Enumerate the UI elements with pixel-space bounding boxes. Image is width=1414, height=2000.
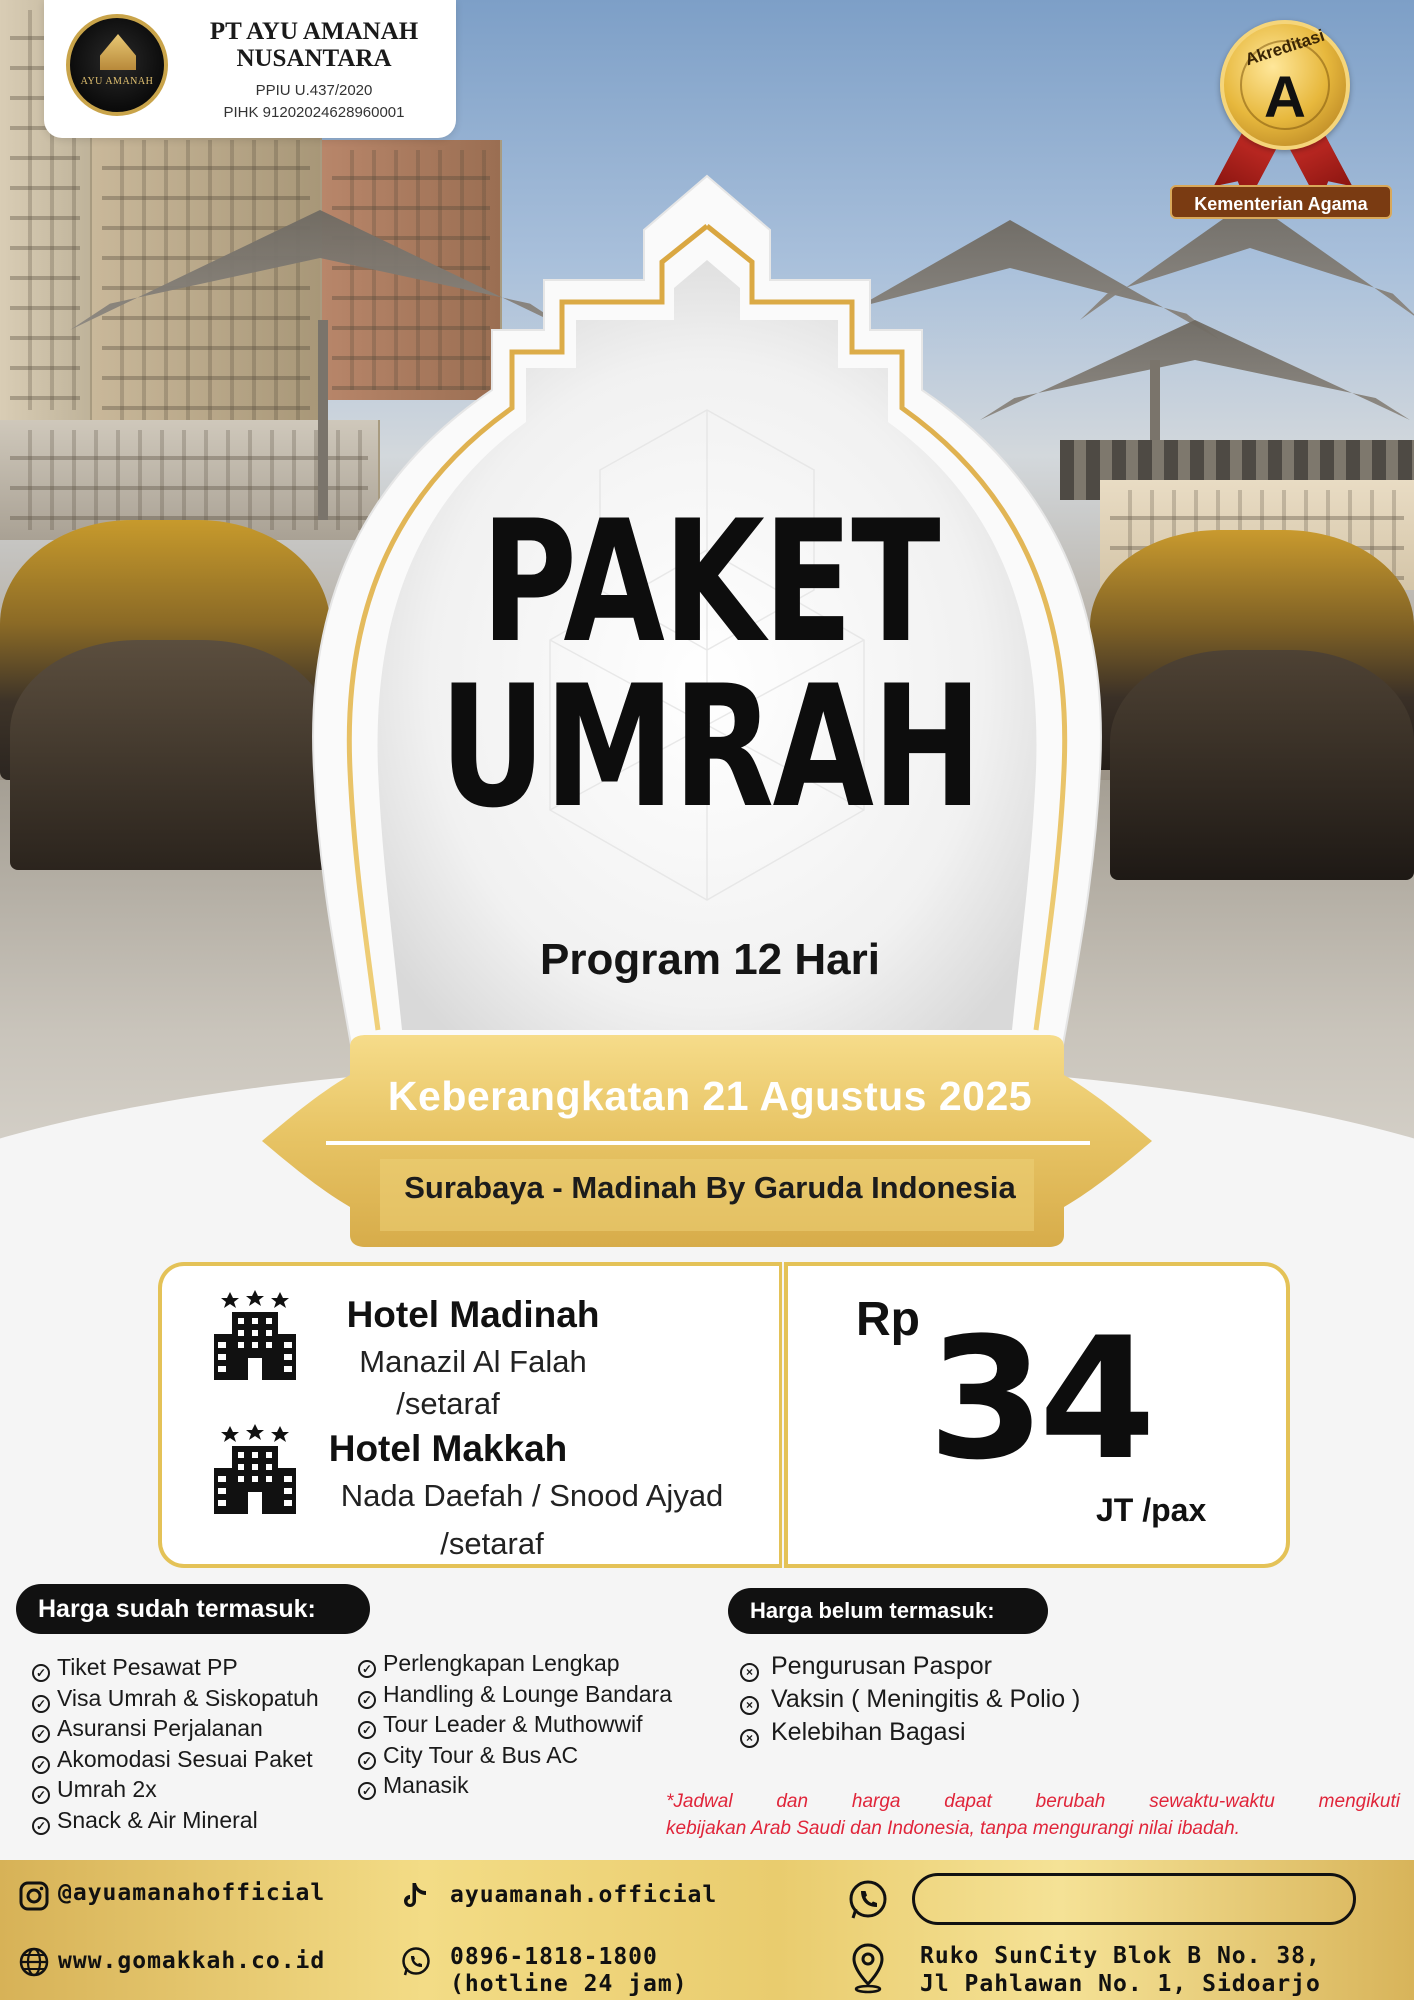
phone-note: (hotline 24 jam) <box>450 1971 688 1997</box>
check-circle-icon: ✓ <box>32 1786 50 1804</box>
company-name-line2: NUSANTARA <box>236 45 392 72</box>
address-line1: Ruko SunCity Blok B No. 38, <box>920 1943 1321 1969</box>
company-name-line1: PT AYU AMANAH <box>209 18 419 45</box>
price-box <box>784 1262 1290 1568</box>
included-item-text: Handling & Lounge Bandara <box>383 1680 673 1707</box>
main-title <box>437 484 983 845</box>
excluded-item <box>740 1716 1080 1749</box>
excluded-item <box>740 1650 1080 1683</box>
included-item <box>32 1744 319 1775</box>
excluded-label: Harga belum termasuk: <box>728 1588 1048 1634</box>
whatsapp-icon <box>846 1878 890 1922</box>
included-item <box>32 1774 319 1805</box>
location-pin-icon <box>850 1942 886 1994</box>
departure-date: Keberangkatan 21 Agustus 2025 <box>387 1073 1033 1119</box>
check-circle-icon: ✓ <box>32 1756 50 1774</box>
accreditation-grade: A <box>1264 65 1306 130</box>
check-circle-icon: ✓ <box>32 1695 50 1713</box>
banner-divider <box>326 1141 1090 1145</box>
excluded-item-text: Vaksin ( Meningitis & Polio ) <box>771 1685 1081 1713</box>
hotel-building-icon <box>212 1288 298 1382</box>
included-item <box>358 1709 672 1740</box>
hotel-madinah-name: Manazil Al Falah <box>359 1344 587 1379</box>
logo-text: AYU AMANAH <box>80 76 154 87</box>
included-list-col1 <box>32 1652 319 1835</box>
website-link[interactable]: www.gomakkah.co.id <box>58 1948 326 1974</box>
included-item <box>32 1683 319 1714</box>
disclaimer <box>666 1788 1400 1842</box>
x-circle-icon: × <box>740 1663 759 1682</box>
whatsapp-icon <box>400 1946 432 1978</box>
phone-link[interactable] <box>450 1944 688 1998</box>
excluded-item-text: Pengurusan Paspor <box>771 1652 992 1680</box>
check-circle-icon: ✓ <box>358 1752 376 1770</box>
included-item <box>358 1648 672 1679</box>
globe-icon <box>18 1946 50 1978</box>
x-circle-icon: × <box>740 1729 759 1748</box>
included-item <box>358 1770 672 1801</box>
excluded-item <box>740 1683 1080 1716</box>
check-circle-icon: ✓ <box>32 1725 50 1743</box>
included-item <box>32 1652 319 1683</box>
tiktok-icon <box>400 1880 430 1912</box>
medal-icon <box>1220 20 1350 150</box>
accreditation-badge <box>1170 20 1400 230</box>
hotel-makkah-title: Hotel Makkah <box>328 1428 568 1469</box>
included-item <box>358 1679 672 1710</box>
included-item-text: Perlengkapan Lengkap <box>383 1650 620 1676</box>
disclaimer-line2: kebijakan Arab Saudi dan Indonesia, tanpa mengurangi nilai ibadah. <box>666 1818 1240 1839</box>
ministry-label: Kementerian Agama <box>1170 185 1392 219</box>
price-currency: Rp <box>856 1293 920 1346</box>
footer <box>0 1860 1414 2000</box>
dome-icon <box>100 34 136 70</box>
hotel-madinah-title: Hotel Madinah <box>346 1294 600 1335</box>
title-line2: UMRAH <box>439 649 981 845</box>
instagram-icon <box>18 1880 50 1912</box>
included-item-text: Tiket Pesawat PP <box>57 1654 238 1680</box>
included-item-text: City Tour & Bus AC <box>383 1741 579 1768</box>
included-item <box>32 1805 319 1836</box>
included-item-text: Tour Leader & Muthowwif <box>383 1711 643 1737</box>
accreditation-title: Akreditasi <box>1242 25 1327 70</box>
price-unit: JT /pax <box>1096 1492 1207 1528</box>
included-item-text: Visa Umrah & Siskopatuh <box>57 1684 319 1711</box>
flight-route: Surabaya - Madinah By Garuda Indonesia <box>404 1170 1016 1205</box>
excluded-list <box>740 1650 1080 1749</box>
check-circle-icon: ✓ <box>358 1721 376 1739</box>
ppiu-license: PPIU U.437/2020 <box>255 82 373 99</box>
included-item <box>358 1740 672 1771</box>
address <box>920 1942 1321 1998</box>
check-circle-icon: ✓ <box>358 1691 376 1709</box>
included-label: Harga sudah termasuk: <box>16 1584 370 1634</box>
company-card <box>44 0 456 138</box>
whatsapp-number-field[interactable] <box>912 1873 1356 1925</box>
title-line1: PAKET <box>480 484 940 680</box>
hotel-building-icon <box>212 1422 298 1516</box>
instagram-link[interactable]: @ayuamanahofficial <box>58 1880 326 1906</box>
x-circle-icon: × <box>740 1696 759 1715</box>
included-item-text: Manasik <box>383 1772 469 1798</box>
included-item <box>32 1713 319 1744</box>
included-item-text: Umrah 2x <box>57 1776 157 1802</box>
hotel-makkah-note: /setaraf <box>440 1526 544 1561</box>
check-circle-icon: ✓ <box>32 1817 50 1835</box>
hotel-info-box <box>158 1262 782 1568</box>
hotel-makkah-name: Nada Daefah / Snood Ajyad <box>340 1478 724 1513</box>
check-circle-icon: ✓ <box>358 1660 376 1678</box>
check-circle-icon: ✓ <box>358 1782 376 1800</box>
company-name <box>184 18 444 72</box>
included-item-text: Asuransi Perjalanan <box>57 1715 263 1741</box>
company-logo <box>66 14 168 116</box>
included-item-text: Akomodasi Sesuai Paket <box>57 1745 313 1772</box>
price-value: 34 <box>928 1301 1150 1497</box>
included-item-text: Snack & Air Mineral <box>57 1806 258 1833</box>
pihk-license: PIHK 91202024628960001 <box>223 104 405 121</box>
excluded-item-text: Kelebihan Bagasi <box>771 1718 966 1746</box>
hotel-madinah-note: /setaraf <box>396 1386 500 1421</box>
program-duration: Program 12 Hari <box>540 935 880 984</box>
tiktok-link[interactable]: ayuamanah.official <box>450 1882 718 1908</box>
disclaimer-line1: *Jadwal dan harga dapat berubah sewaktu-waktu mengikuti <box>666 1791 1400 1812</box>
address-line2: Jl Pahlawan No. 1, Sidoarjo <box>920 1971 1321 1997</box>
check-circle-icon: ✓ <box>32 1664 50 1682</box>
included-list-col2 <box>358 1648 672 1801</box>
phone-number: 0896-1818-1800 <box>450 1944 658 1970</box>
